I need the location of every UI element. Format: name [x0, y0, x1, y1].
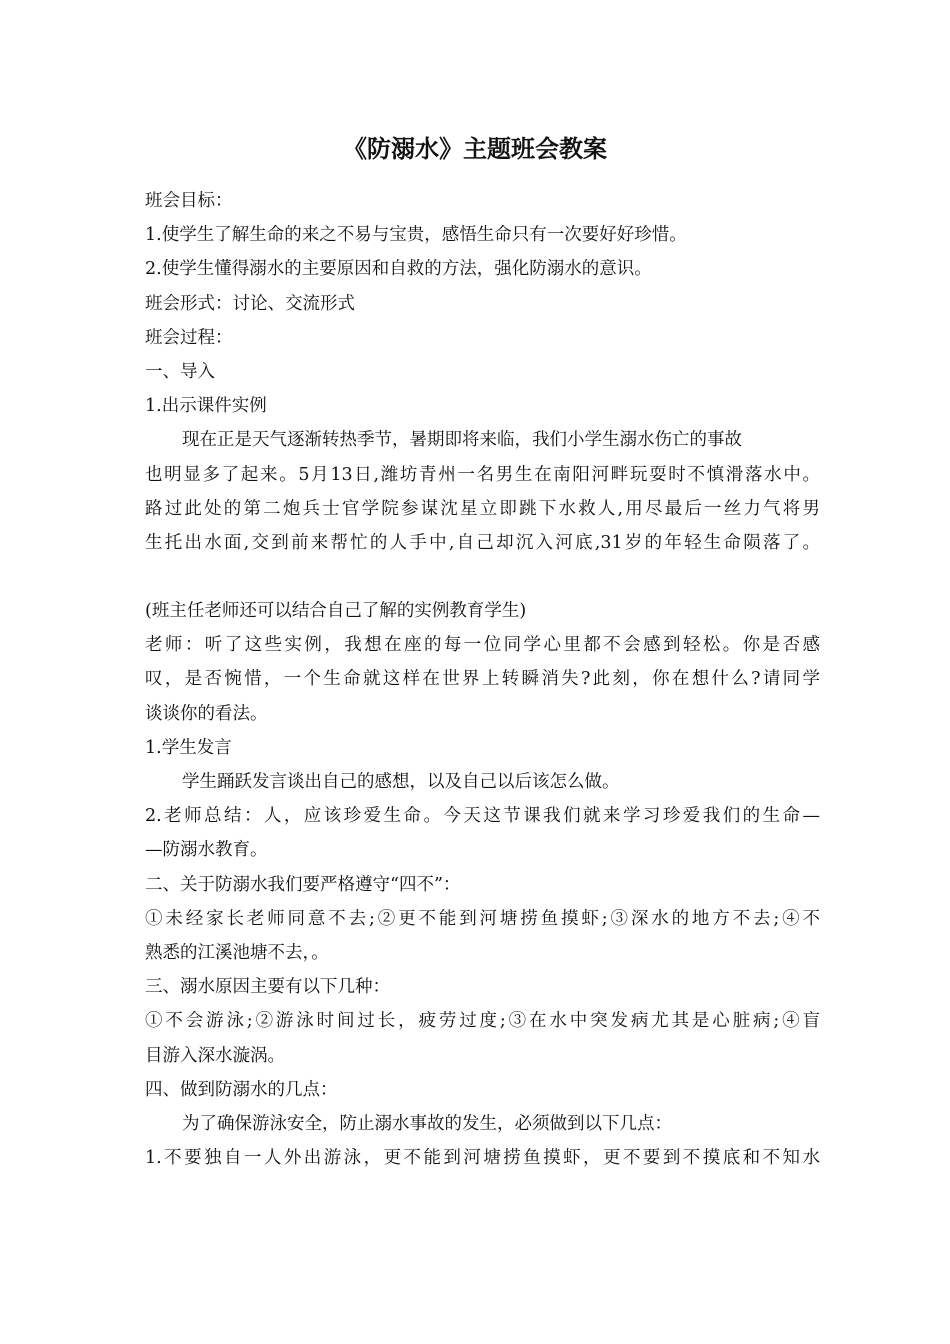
- paragraph-line: 熟悉的江溪池塘不去，。: [145, 942, 329, 963]
- section-heading: 二、关于防溺水我们要严格遵守“四不”：: [145, 874, 461, 895]
- text-line: 2.使学生懂得溺水的主要原因和自救的方法，强化防溺水的意识。: [145, 259, 652, 280]
- document-body: [145, 184, 820, 1175]
- text-line: 1.使学生了解生命的来之不易与宝贵，感悟生命只有一次要好好珍惜。: [145, 225, 687, 246]
- paragraph-line: 路过此处的第二炮兵士官学院参谋沈星立即跳下水救人,用尽最后一丝力气将男: [145, 498, 820, 519]
- paragraph-line: 目游入深水漩涡。: [145, 1045, 285, 1066]
- paragraph-line: 叹，是否惋惜，一个生命就这样在世界上转瞬消失?此刻，你在想什么?请同学: [145, 669, 820, 690]
- paragraph-line: 2.老师总结：人，应该珍爱生命。今天这节课我们就来学习珍爱我们的生命—: [145, 806, 820, 827]
- paragraph-line: 现在正是天气逐渐转热季节，暑期即将来临，我们小学生溺水伤亡的事故: [182, 430, 742, 451]
- text-line: 1.学生发言: [145, 737, 232, 758]
- paragraph-line: 生托出水面,交到前来帮忙的人手中,自己却沉入河底,31岁的年轻生命陨落了。: [145, 532, 820, 553]
- document-title: 《防溺水》主题班会教案: [343, 135, 607, 163]
- paragraph-line: ①未经家长老师同意不去;②更不能到河塘捞鱼摸虾;③深水的地方不去;④不: [145, 908, 820, 929]
- text-line: 1.出示课件实例: [145, 396, 267, 417]
- paragraph-line: 老师：听了这些实例，我想在座的每一位同学心里都不会感到轻松。你是否感: [145, 635, 820, 656]
- text-line: 班会形式：讨论、交流形式: [145, 293, 355, 314]
- section-heading: 一、导入: [145, 361, 215, 382]
- blank-line: [145, 560, 820, 594]
- paragraph-line: ①不会游泳;②游泳时间过长，疲劳过度;③在水中突发病尤其是心脏病;④盲: [145, 1011, 820, 1032]
- text-line: (班主任老师还可以结合自己了解的实例教育学生): [145, 601, 527, 622]
- paragraph-line: 学生踊跃发言谈出自己的感想，以及自己以后该怎么做。: [182, 772, 620, 792]
- paragraph-line: 也明显多了起来。5月13日,潍坊青州一名男生在南阳河畔玩耍时不慎滑落水中。: [145, 464, 820, 485]
- section-heading: 三、溺水原因主要有以下几种：: [145, 977, 390, 998]
- text-line: 班会目标：: [145, 191, 233, 211]
- paragraph-line: —防溺水教育。: [145, 840, 268, 861]
- paragraph-line: 1.不要独自一人外出游泳，更不能到河塘捞鱼摸虾，更不要到不摸底和不知水: [145, 1148, 820, 1169]
- section-heading: 四、做到防溺水的几点：: [145, 1079, 338, 1100]
- paragraph-line: 为了确保游泳安全，防止溺水事故的发生，必须做到以下几点：: [182, 1113, 672, 1134]
- text-line: 班会过程：: [145, 327, 233, 348]
- paragraph-line: 谈谈你的看法。: [145, 703, 268, 724]
